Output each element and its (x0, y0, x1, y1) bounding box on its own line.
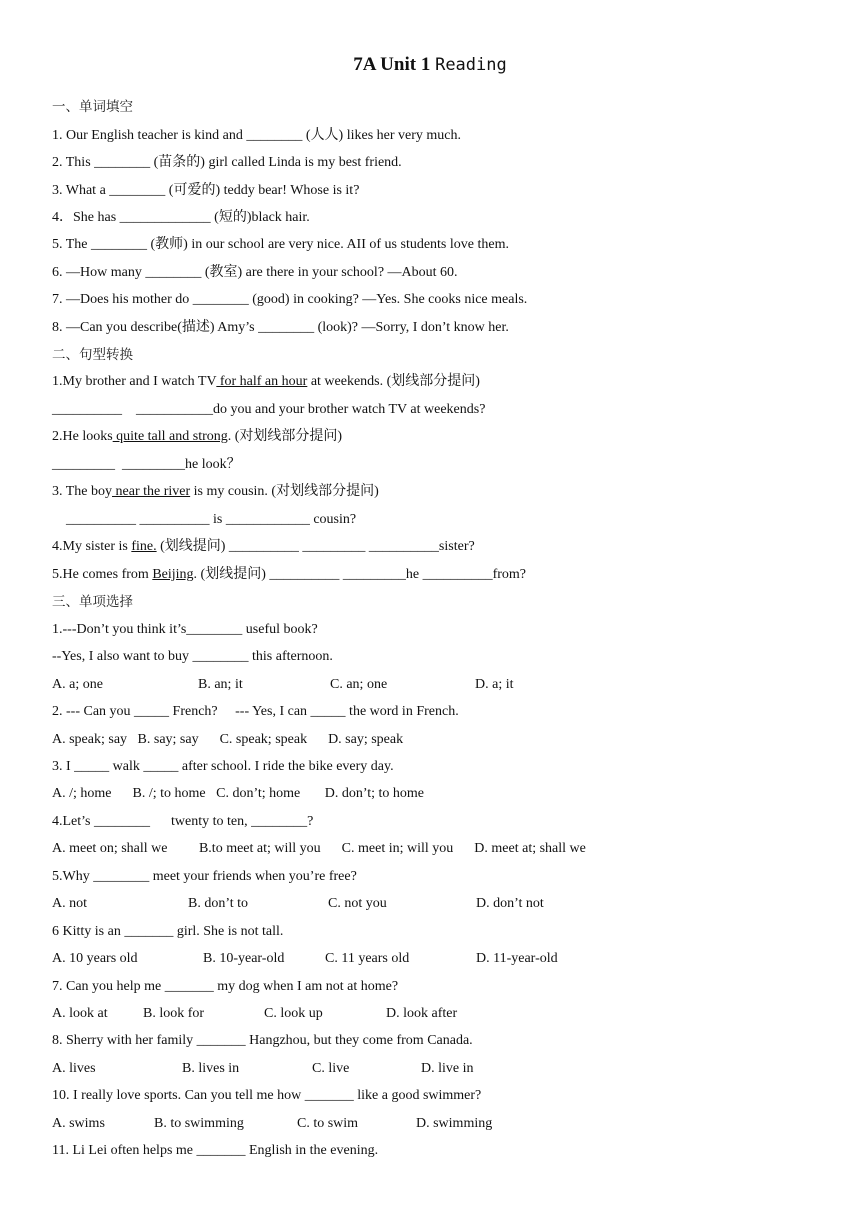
option-d: D. swimming (416, 1116, 493, 1131)
option-a: A. a; one (52, 677, 103, 692)
s3-question-4: 4.Let’s ________ twenty to ten, ________? (52, 814, 314, 829)
section1-heading: 一、单词填空 (52, 99, 133, 115)
option-d: D. a; it (475, 677, 514, 692)
s3-question-8: 8. Sherry with her family _______ Hangzhou, but they come from Canada. (52, 1033, 473, 1048)
s3-question-1b: --Yes, I also want to buy ________ this afternoon. (52, 649, 333, 664)
option-c: C. not you (328, 896, 387, 911)
option-b: B. to swimming (154, 1116, 244, 1131)
option-a: A. look at (52, 1006, 108, 1021)
s3-question-10: 10. I really love sports. Can you tell me how _______ like a good swimmer? (52, 1088, 482, 1103)
option-a: A. lives (52, 1061, 96, 1076)
title-bold: 7A Unit 1 (353, 54, 436, 75)
option-d: D. don’t not (476, 896, 544, 911)
s1-item-4: 4．She has _____________ (短的)black hair. (52, 210, 310, 225)
s2-answer-3: __________ __________ is ____________ cousin? (52, 512, 357, 527)
q-text: 3. The boy (52, 484, 113, 499)
q-text: . (划线提问) __________ _________he __________from? (193, 567, 527, 582)
s1-item-3: 3. What a ________ (可爱的) teddy bear! Whose is it? (52, 183, 360, 198)
option-b: B. an; it (198, 677, 243, 692)
s1-item-6: 6. —How many ________ (教室) are there in your school? —About 60. (52, 265, 458, 280)
s1-item-8: 8. —Can you describe(描述) Amy’s ________ (look)? —Sorry, I don’t know her. (52, 320, 509, 335)
s2-question-1 (52, 372, 480, 392)
q-text: (划线提问) __________ _________ __________sister? (156, 539, 475, 554)
s1-item-2: 2. This ________ (苗条的) girl called Linda is my best friend. (52, 155, 402, 170)
s3-options-1 (52, 675, 752, 695)
s3-options-7 (52, 1004, 752, 1024)
q-text: 4.My sister is (52, 539, 132, 554)
option-c: C. live (312, 1061, 350, 1076)
s3-question-1a: 1.---Don’t you think it’s________ useful book? (52, 622, 318, 637)
s2-answer-2: _________ _________he look？ (52, 457, 241, 472)
option-b: B. don’t to (188, 896, 249, 911)
s3-options-5 (52, 894, 752, 914)
s1-item-1: 1. Our English teacher is kind and ________ (人人) likes her very much. (52, 128, 462, 143)
underlined-part: quite tall and strong (112, 429, 228, 444)
q-text: 1.My brother and I watch TV (52, 374, 217, 389)
option-a: A. not (52, 896, 87, 911)
q-text: is my cousin. (对划线部分提问) (190, 484, 379, 499)
underlined-part: Beijing (152, 567, 194, 582)
s3-options-6 (52, 949, 752, 969)
s1-item-5: 5. The ________ (教师) in our school are very nice. AII of us students love them. (52, 237, 509, 252)
section2-heading: 二、句型转换 (52, 347, 133, 363)
option-c: C. to swim (297, 1116, 359, 1131)
underlined-part: fine. (131, 539, 157, 554)
s2-question-4 (52, 537, 475, 557)
document-title (0, 54, 860, 76)
s2-question-3 (52, 482, 379, 502)
title-rest: Reading (435, 55, 507, 75)
q-text: at weekends. (划线部分提问) (307, 374, 480, 389)
s3-options-8 (52, 1059, 752, 1079)
option-d: D. live in (421, 1061, 474, 1076)
s3-question-11: 11. Li Lei often helps me _______ English in the evening. (52, 1143, 379, 1158)
option-a: A. swims (52, 1116, 105, 1131)
option-b: B. 10-year-old (203, 951, 285, 966)
s3-question-5: 5.Why ________ meet your friends when you’re free? (52, 869, 357, 884)
s3-question-6: 6 Kitty is an _______ girl. She is not tall. (52, 924, 284, 939)
underlined-part: for half an hour (216, 374, 308, 389)
s3-question-2: 2. --- Can you _____ French? --- Yes, I can _____ the word in French. (52, 704, 459, 719)
s3-question-7: 7. Can you help me _______ my dog when I am not at home? (52, 979, 399, 994)
section3-heading: 三、单项选择 (52, 594, 133, 610)
option-b: B. look for (143, 1006, 205, 1021)
s2-question-5 (52, 565, 526, 585)
s3-options-4: A. meet on; shall we B.to meet at; will you C. meet in; will you D. meet at; shall we (52, 841, 586, 856)
option-c: C. look up (264, 1006, 323, 1021)
option-b: B. lives in (182, 1061, 240, 1076)
s3-options-10 (52, 1114, 752, 1134)
s2-answer-1: __________ ___________do you and your brother watch TV at weekends? (52, 402, 486, 417)
option-a: A. 10 years old (52, 951, 138, 966)
s3-question-3: 3. I _____ walk _____ after school. I ride the bike every day. (52, 759, 394, 774)
q-text: 5.He comes from (52, 567, 153, 582)
option-d: D. 11-year-old (476, 951, 558, 966)
s2-question-2 (52, 427, 342, 447)
s3-options-2: A. speak; say B. say; say C. speak; speak D. say; speak (52, 732, 404, 747)
s1-item-7: 7. —Does his mother do ________ (good) in cooking? —Yes. She cooks nice meals. (52, 292, 528, 307)
q-text: . (对划线部分提问) (227, 429, 343, 444)
q-text: 2.He looks (52, 429, 113, 444)
option-d: D. look after (386, 1006, 458, 1021)
option-c: C. an; one (330, 677, 388, 692)
underlined-part: near the river (112, 484, 191, 499)
option-c: C. 11 years old (325, 951, 410, 966)
s3-options-3: A. /; home B. /; to home C. don’t; home D. don’t; to home (52, 786, 425, 801)
